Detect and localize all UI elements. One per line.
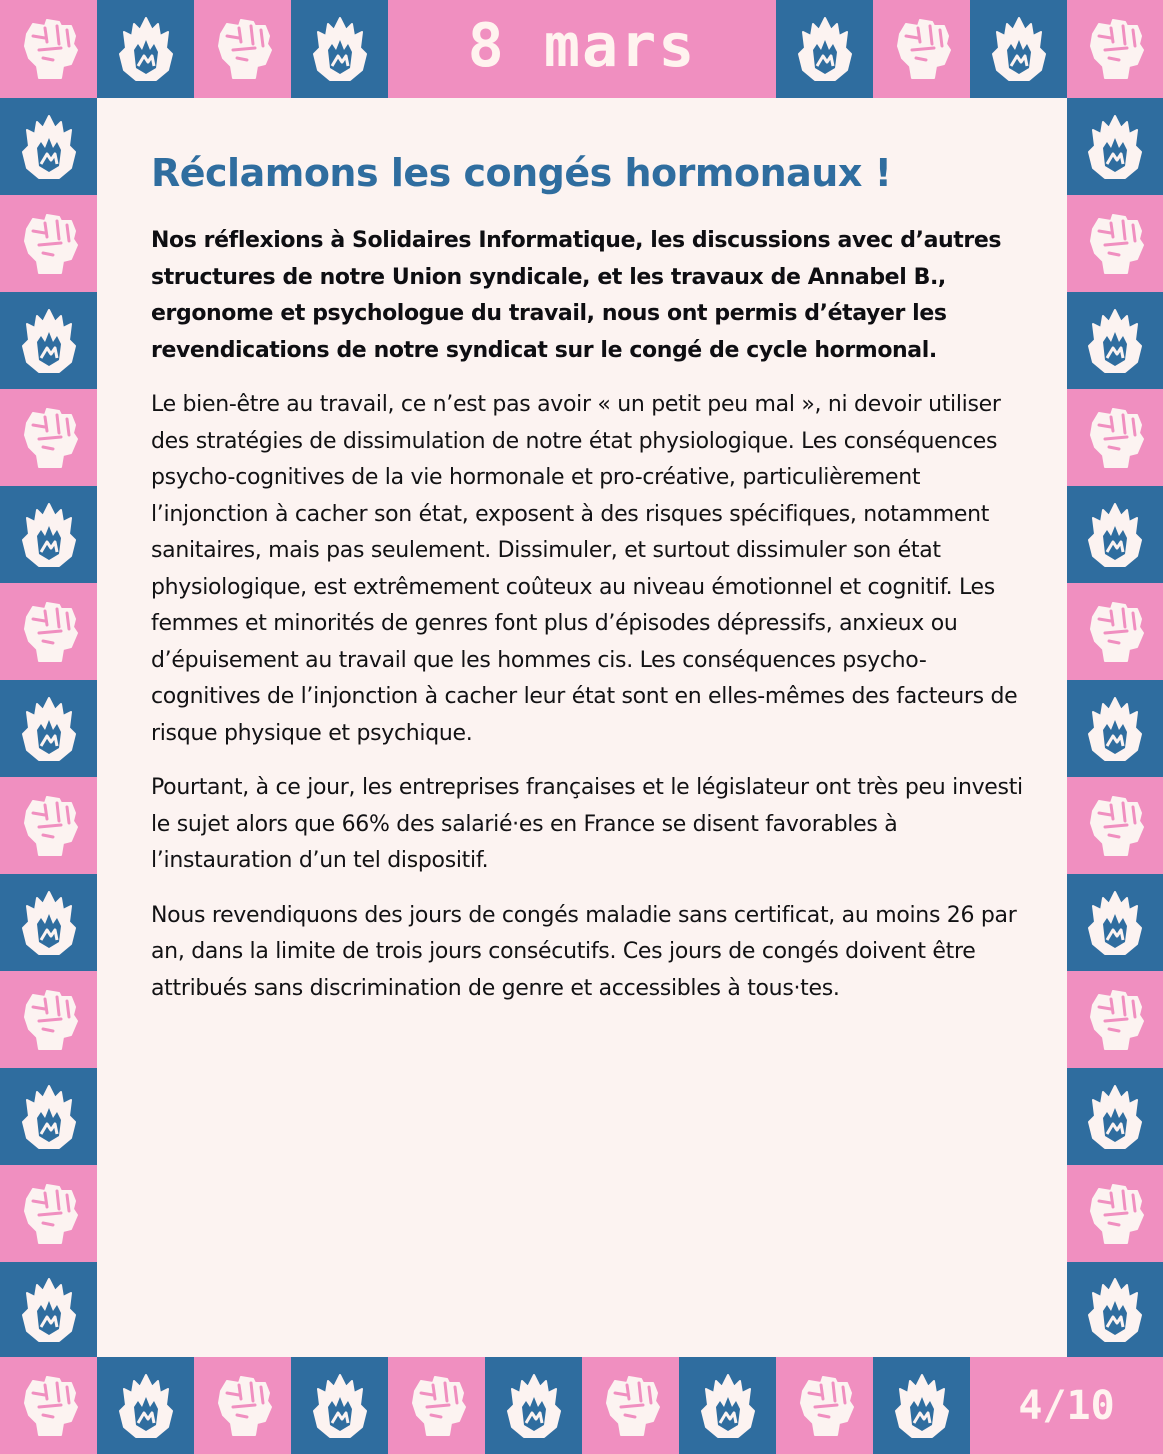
- flame-icon: [1083, 1082, 1147, 1152]
- article-intro: Nos réflexions à Solidaires Informatique, les discussions avec d’autres structures de notre Union syndicale, et les travaux de Annabel B., ergonome et psychologue du travail, nous ont permis d’étayer les revendications de notre syndicat sur le congé de cycle hormonal.: [151, 228, 1002, 363]
- raised-fist-icon: [17, 14, 81, 84]
- raised-fist-icon: [17, 1179, 81, 1249]
- border-tile-fist: [873, 0, 970, 98]
- article-paragraph: Le bien-être au travail, ce n’est pas avoir « un petit peu mal », ni devoir utiliser des stratégies de dissimulation de notre état physiologique. Les conséquences psycho-cognitives de la vie hormonale et pro-créative, particulièrement l’injonction à cacher son état, exposent à des risques spécifiques, notamment sanitaires, mais pas seulement. Dissimuler, et surtout dissimuler son état physiologique, est extrêmement coûteux au niveau émotionnel et cognitif. Les femmes et minorités de genres font plus d’épisodes dépressifs, anxieux ou d’épuisement au travail que les hommes cis. Les conséquences psycho-cognitives de l’injonction à cacher leur état sont en elles-mêmes des facteurs de risque physique et psychique.: [151, 392, 1018, 746]
- flame-icon: [17, 888, 81, 958]
- flame-icon: [1083, 888, 1147, 958]
- raised-fist-icon: [1083, 403, 1147, 473]
- flame-icon: [1083, 1275, 1147, 1345]
- border-tile-fist: [582, 1357, 679, 1454]
- border-tile-flame: [1067, 98, 1163, 195]
- flame-icon: [502, 1371, 566, 1441]
- article-paragraph: Pourtant, à ce jour, les entreprises françaises et le législateur ont très peu investi le sujet alors que 66% des salarié·es en France se disent favorables à l’instauration d’un tel dispositif.: [151, 775, 1023, 873]
- flame-icon: [987, 14, 1051, 84]
- border-tile-flame: [0, 1262, 97, 1357]
- raised-fist-icon: [17, 403, 81, 473]
- border-tile-fist: [0, 777, 97, 874]
- flame-icon: [890, 1371, 954, 1441]
- border-tile-flame: [97, 0, 194, 98]
- raised-fist-icon: [17, 791, 81, 861]
- flame-icon: [793, 14, 857, 84]
- flame-icon: [17, 1275, 81, 1345]
- border-tile-fist: [0, 583, 97, 680]
- raised-fist-icon: [1083, 209, 1147, 279]
- border-tile-flame: [485, 1357, 582, 1454]
- flame-icon: [696, 1371, 760, 1441]
- raised-fist-icon: [599, 1371, 663, 1441]
- flame-icon: [17, 1082, 81, 1152]
- flame-icon: [1083, 694, 1147, 764]
- header-banner: [388, 0, 776, 98]
- raised-fist-icon: [1083, 14, 1147, 84]
- header-title: 8 mars: [467, 11, 697, 81]
- flame-icon: [308, 1371, 372, 1441]
- border-tile-flame: [97, 1357, 194, 1454]
- border-tile-flame: [1067, 1068, 1163, 1165]
- article: [151, 145, 1026, 1025]
- flame-icon: [1083, 112, 1147, 182]
- border-tile-fist: [0, 1165, 97, 1262]
- flame-icon: [17, 306, 81, 376]
- flame-icon: [17, 112, 81, 182]
- border-tile-fist: [194, 0, 291, 98]
- border-tile-fist: [0, 389, 97, 486]
- border-tile-fist: [1067, 583, 1163, 680]
- raised-fist-icon: [211, 14, 275, 84]
- border-tile-flame: [1067, 874, 1163, 971]
- border-tile-fist: [0, 195, 97, 292]
- raised-fist-icon: [17, 209, 81, 279]
- flame-icon: [1083, 500, 1147, 570]
- page-number: 4/10: [1018, 1382, 1115, 1429]
- border-tile-flame: [1067, 1262, 1163, 1357]
- border-tile-fist: [1067, 0, 1163, 98]
- raised-fist-icon: [793, 1371, 857, 1441]
- border-tile-flame: [1067, 292, 1163, 389]
- page-number-tile: [970, 1357, 1163, 1454]
- raised-fist-icon: [17, 985, 81, 1055]
- border-tile-flame: [0, 486, 97, 583]
- border-tile-flame: [0, 292, 97, 389]
- border-tile-fist: [1067, 971, 1163, 1068]
- border-tile-flame: [1067, 680, 1163, 777]
- raised-fist-icon: [1083, 597, 1147, 667]
- border-tile-fist: [1067, 777, 1163, 874]
- border-tile-flame: [679, 1357, 776, 1454]
- border-tile-fist: [1067, 389, 1163, 486]
- raised-fist-icon: [1083, 1179, 1147, 1249]
- flame-icon: [114, 14, 178, 84]
- border-tile-flame: [291, 0, 388, 98]
- flame-icon: [17, 694, 81, 764]
- raised-fist-icon: [1083, 985, 1147, 1055]
- flame-icon: [1083, 306, 1147, 376]
- raised-fist-icon: [17, 597, 81, 667]
- border-tile-fist: [194, 1357, 291, 1454]
- raised-fist-icon: [211, 1371, 275, 1441]
- raised-fist-icon: [1083, 791, 1147, 861]
- border-tile-fist: [0, 0, 97, 98]
- article-title: Réclamons les congés hormonaux !: [151, 151, 892, 195]
- article-paragraph: Nous revendiquons des jours de congés maladie sans certificat, au moins 26 par an, dans la limite de trois jours consécutifs. Ces jours de congés doivent être attribués sans discrimination de genre et accessibles à tous·tes.: [151, 902, 1017, 1001]
- border-tile-flame: [291, 1357, 388, 1454]
- border-tile-flame: [0, 680, 97, 777]
- border-tile-flame: [0, 98, 97, 195]
- border-tile-fist: [0, 971, 97, 1068]
- raised-fist-icon: [405, 1371, 469, 1441]
- flame-icon: [308, 14, 372, 84]
- border-tile-fist: [1067, 195, 1163, 292]
- border-tile-fist: [388, 1357, 485, 1454]
- border-tile-flame: [0, 1068, 97, 1165]
- border-tile-fist: [776, 1357, 873, 1454]
- raised-fist-icon: [890, 14, 954, 84]
- flame-icon: [17, 500, 81, 570]
- border-tile-fist: [0, 1357, 97, 1454]
- border-tile-flame: [1067, 486, 1163, 583]
- border-tile-flame: [0, 874, 97, 971]
- border-tile-flame: [873, 1357, 970, 1454]
- border-tile-flame: [970, 0, 1067, 98]
- border-tile-fist: [1067, 1165, 1163, 1262]
- border-tile-flame: [776, 0, 873, 98]
- flame-icon: [114, 1371, 178, 1441]
- raised-fist-icon: [17, 1371, 81, 1441]
